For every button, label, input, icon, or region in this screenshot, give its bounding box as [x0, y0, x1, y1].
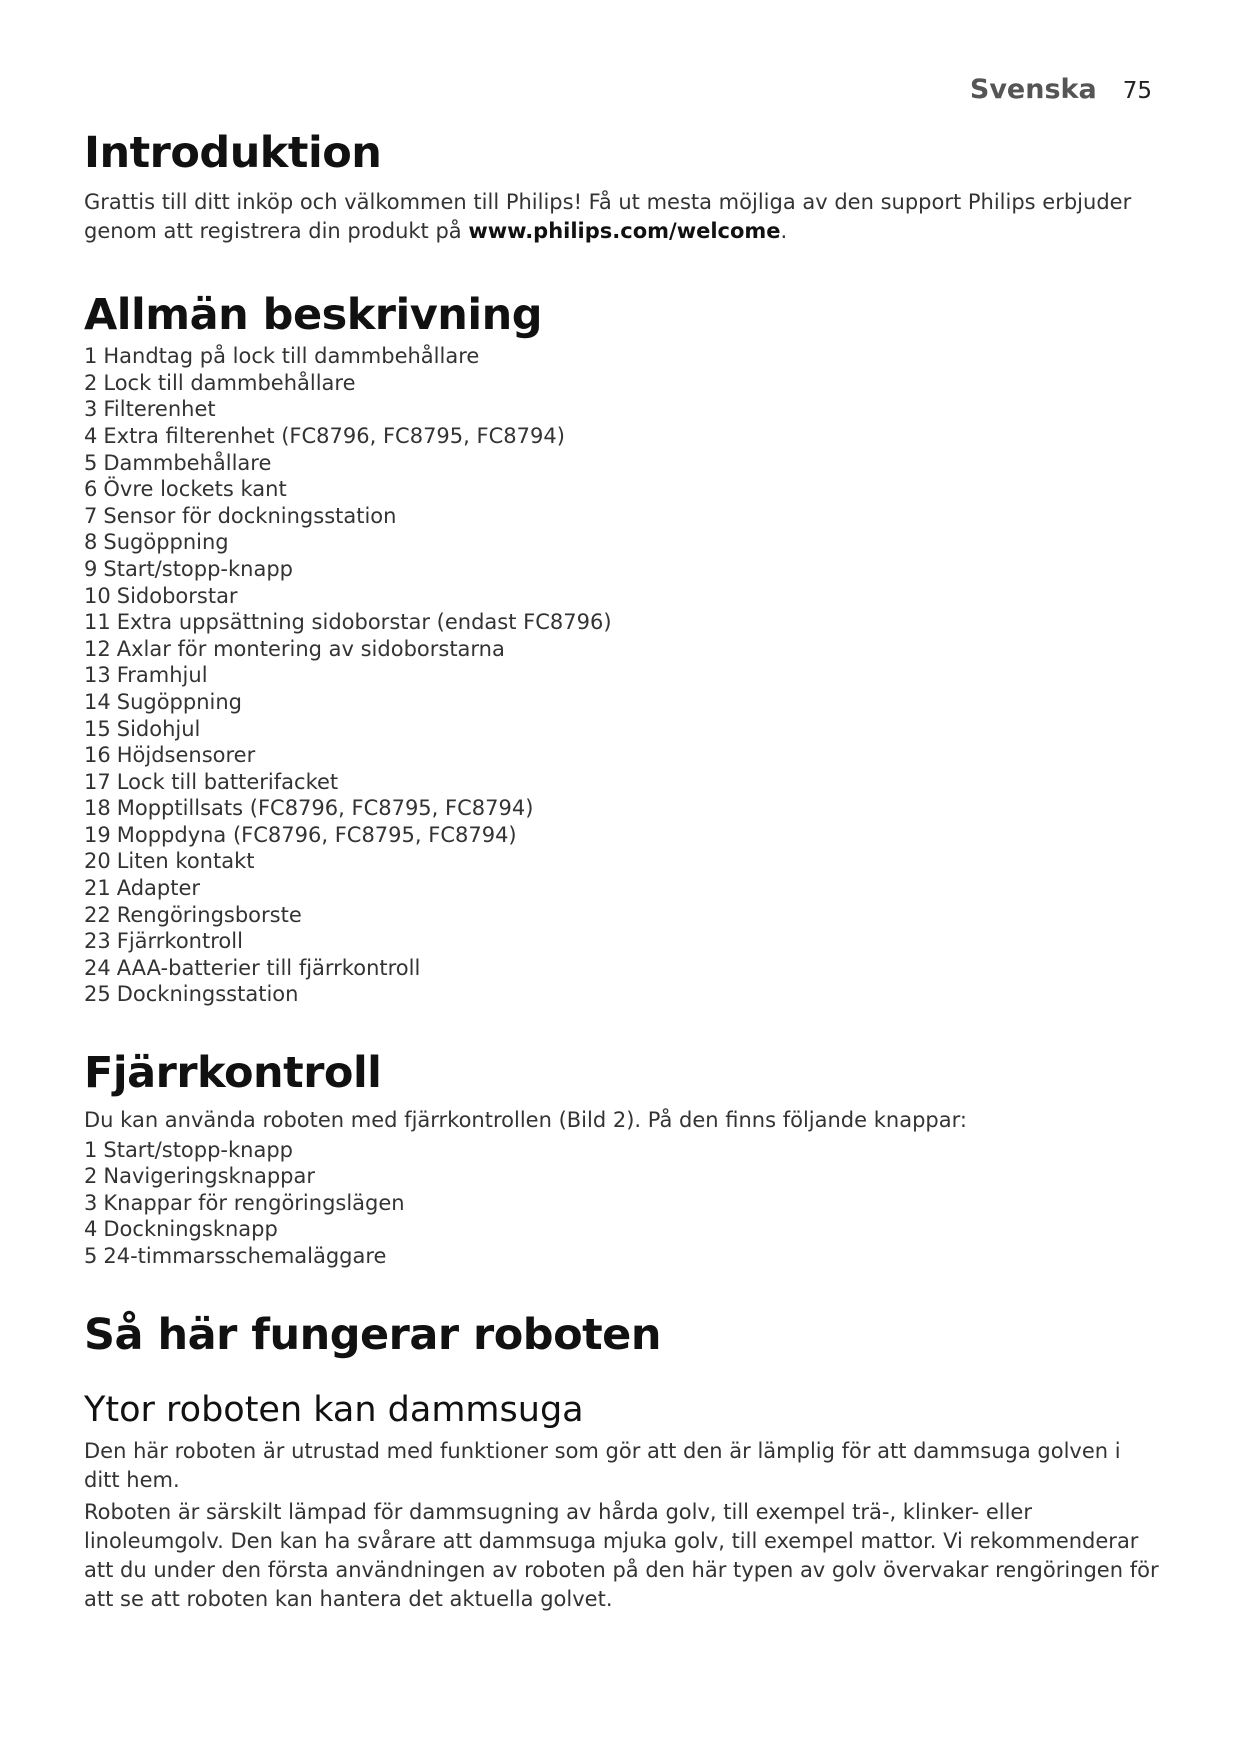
how-robot-works-heading: Så här fungerar roboten	[84, 1309, 661, 1360]
list-item-number: 2	[84, 370, 98, 395]
list-item	[84, 450, 1159, 477]
list-item-number: 19	[84, 822, 111, 847]
list-item-number: 21	[84, 876, 111, 901]
list-item-text: Dammbehållare	[103, 450, 272, 475]
list-item-text: AAA-batterier till fjärrkontroll	[116, 955, 421, 980]
page-header	[970, 74, 1152, 105]
remote-control-intro: Du kan använda roboten med fjärrkontrollen (Bild 2). På den finns följande knappar:	[84, 1107, 967, 1132]
section-introduction	[84, 128, 1159, 246]
parts-list	[84, 343, 1159, 1008]
list-item	[84, 928, 1159, 955]
list-item	[84, 1190, 1159, 1217]
list-item	[84, 689, 1159, 716]
list-item	[84, 556, 1159, 583]
section-general-description	[84, 290, 1159, 1008]
list-item-text: Start/stopp-knapp	[103, 556, 294, 581]
list-item	[84, 795, 1159, 822]
list-item-text: Rengöringsborste	[116, 902, 302, 927]
list-item	[84, 343, 1159, 370]
list-item-text: Moppdyna (FC8796, FC8795, FC8794)	[116, 822, 517, 847]
list-item	[84, 875, 1159, 902]
list-item-number: 16	[84, 743, 111, 768]
list-item-number: 24	[84, 955, 111, 980]
list-item	[84, 1243, 1159, 1270]
list-item-number: 25	[84, 982, 111, 1007]
list-item	[84, 423, 1159, 450]
introduction-text: Grattis till ditt inköp och välkommen till Philips! Få ut mesta möjliga av den support Philips erbjuder genom att registrera din produkt på	[84, 189, 1132, 243]
introduction-heading: Introduktion	[84, 128, 382, 178]
list-item-text: Extra uppsättning sidoborstar (endast FC8796)	[116, 610, 612, 635]
introduction-paragraph	[84, 188, 1159, 246]
list-item-text: Höjdsensorer	[116, 743, 256, 768]
list-item-number: 7	[84, 503, 98, 528]
list-item	[84, 742, 1159, 769]
list-item	[84, 370, 1159, 397]
list-item-text: Navigeringsknappar	[103, 1164, 316, 1189]
list-item-text: Sugöppning	[103, 530, 229, 555]
list-item-text: Liten kontakt	[116, 849, 255, 874]
surfaces-paragraph-1: Den här roboten är utrustad med funktioner som gör att den är lämplig för att dammsuga golven i ditt hem.	[84, 1439, 1121, 1493]
surfaces-subheading: Ytor roboten kan dammsuga	[84, 1390, 584, 1431]
list-item-number: 4	[84, 1217, 98, 1242]
list-item-number: 10	[84, 583, 111, 608]
list-item-text: Framhjul	[116, 663, 208, 688]
list-item	[84, 583, 1159, 610]
list-item-number: 14	[84, 689, 111, 714]
list-item-number: 9	[84, 556, 98, 581]
philips-welcome-link[interactable]: www.philips.com/welcome	[468, 218, 781, 243]
list-item	[84, 716, 1159, 743]
list-item-text: Handtag på lock till dammbehållare	[103, 344, 480, 369]
list-item-text: Övre lockets kant	[103, 477, 287, 502]
remote-control-heading: Fjärrkontroll	[84, 1048, 382, 1099]
list-item-number: 3	[84, 1190, 98, 1215]
list-item-number: 23	[84, 929, 111, 954]
list-item-text: Filterenhet	[103, 397, 216, 422]
list-item-number: 17	[84, 769, 111, 794]
list-item-text: Mopptillsats (FC8796, FC8795, FC8794)	[116, 796, 534, 821]
list-item-text: Adapter	[116, 876, 201, 901]
list-item-number: 1	[84, 344, 98, 369]
list-item	[84, 476, 1159, 503]
section-how-robot-works	[84, 1310, 1159, 1615]
list-item-text: Sugöppning	[116, 689, 242, 714]
list-item-text: Axlar för montering av sidoborstarna	[116, 636, 505, 661]
list-item-text: Extra filterenhet (FC8796, FC8795, FC8794)	[103, 423, 565, 448]
list-item-number: 4	[84, 423, 98, 448]
remote-buttons-list	[84, 1137, 1159, 1270]
list-item-text: Fjärrkontroll	[116, 929, 243, 954]
list-item-number: 13	[84, 663, 111, 688]
list-item-number: 20	[84, 849, 111, 874]
list-item-text: Dockningsknapp	[103, 1217, 278, 1242]
list-item	[84, 1163, 1159, 1190]
list-item	[84, 609, 1159, 636]
list-item-number: 5	[84, 1244, 98, 1268]
list-item-text: Dockningsstation	[116, 982, 299, 1007]
list-item-text: Sensor för dockningsstation	[103, 503, 397, 528]
list-item-text: Start/stopp-knapp	[103, 1137, 294, 1162]
list-item	[84, 662, 1159, 689]
list-item-text: Lock till dammbehållare	[103, 370, 356, 395]
list-item-number: 5	[84, 450, 98, 475]
list-item	[84, 769, 1159, 796]
list-item-text: 24-timmarsschemaläggare	[103, 1244, 387, 1268]
list-item	[84, 503, 1159, 530]
introduction-text-end: .	[780, 218, 788, 243]
list-item-number: 6	[84, 477, 98, 502]
list-item	[84, 529, 1159, 556]
list-item-number: 8	[84, 530, 98, 555]
list-item-number: 15	[84, 716, 111, 741]
section-remote-control	[84, 1048, 1159, 1270]
list-item	[84, 636, 1159, 663]
language-label: Svenska	[969, 74, 1097, 105]
list-item-number: 1	[84, 1137, 98, 1162]
list-item-number: 11	[84, 610, 111, 635]
list-item	[84, 955, 1159, 982]
list-item	[84, 1137, 1159, 1164]
list-item-text: Sidohjul	[116, 716, 201, 741]
list-item-number: 22	[84, 902, 111, 927]
document-body	[84, 128, 1159, 1614]
general-description-heading: Allmän beskrivning	[84, 289, 543, 340]
list-item-number: 2	[84, 1164, 98, 1189]
list-item-number: 18	[84, 796, 111, 821]
list-item	[84, 1216, 1159, 1243]
list-item-text: Lock till batterifacket	[116, 769, 339, 794]
list-item	[84, 902, 1159, 929]
list-item	[84, 848, 1159, 875]
list-item-number: 3	[84, 397, 98, 422]
list-item-text: Sidoborstar	[116, 583, 238, 608]
surfaces-paragraph-2: Roboten är särskilt lämpad för dammsugning av hårda golv, till exempel trä-, klinker- eller linoleumgolv. Den kan ha svårare att dammsuga mjuka golv, till exempel mattor. Vi rekommenderar att du under den första användningen av roboten på den här typen av golv övervakar rengöringen för att se att roboten kan hantera det aktuella golvet.	[84, 1500, 1159, 1612]
list-item	[84, 396, 1159, 423]
list-item-number: 12	[84, 636, 111, 661]
list-item	[84, 822, 1159, 849]
list-item-text: Knappar för rengöringslägen	[103, 1190, 405, 1215]
list-item	[84, 981, 1159, 1008]
page-number: 75	[1122, 78, 1152, 104]
